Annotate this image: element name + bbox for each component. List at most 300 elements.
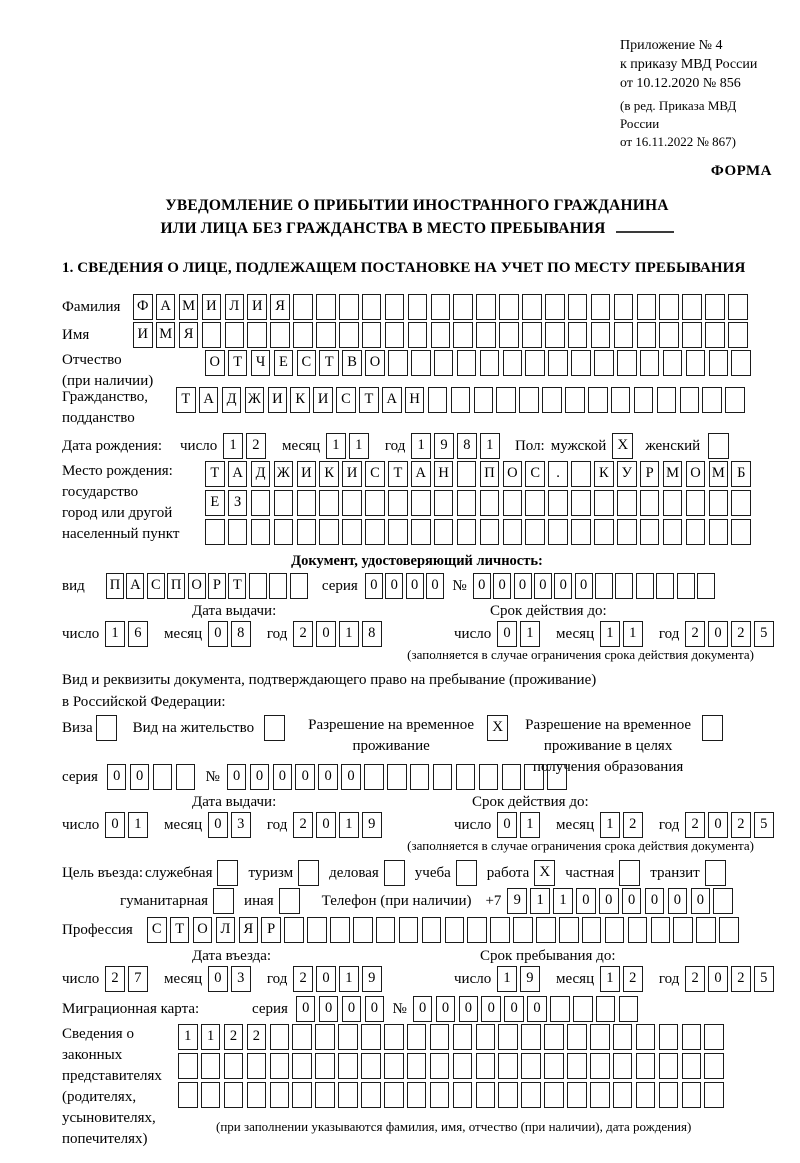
phone-prefix: +7 (485, 893, 502, 909)
char-cell: Т (205, 461, 225, 487)
char-cell (428, 387, 448, 413)
option-label: частная (565, 865, 615, 881)
char-cell (316, 294, 336, 320)
char-cell (330, 917, 350, 943)
char-cell (571, 519, 591, 545)
sex-male-label: мужской (550, 438, 607, 454)
char-cell: 0 (250, 764, 270, 790)
char-cell (453, 322, 473, 348)
char-cell (316, 322, 336, 348)
birthplace-cells-row1 (205, 461, 754, 487)
char-cell (651, 917, 671, 943)
char-cell (361, 1082, 381, 1108)
char-cell: 0 (436, 996, 456, 1022)
rvp-valid-date (454, 812, 777, 838)
char-cell: 0 (481, 996, 501, 1022)
sex-female-label: женский (645, 438, 701, 454)
surname-label: Фамилия (62, 299, 121, 315)
date-cell: 9 (434, 433, 454, 459)
date-cell: 2 (731, 621, 751, 647)
char-cell (153, 764, 173, 790)
char-cell (545, 294, 565, 320)
char-cell: Т (388, 461, 408, 487)
citizenship-label-line1: Гражданство, (62, 389, 149, 405)
char-cell: 0 (413, 996, 433, 1022)
char-cell (247, 1082, 267, 1108)
char-cell (315, 1053, 335, 1079)
char-cell (176, 764, 196, 790)
citizenship-label (62, 387, 176, 429)
date-cell: 0 (208, 812, 228, 838)
char-cell (559, 917, 579, 943)
char-cell (657, 387, 677, 413)
rvp-validity-note: (заполняется в случае ограничения срока действия документа) (407, 838, 754, 853)
char-cell: С (336, 387, 356, 413)
char-cell (614, 322, 634, 348)
char-cell (591, 294, 611, 320)
char-cell: А (156, 294, 176, 320)
date-cell: 1 (480, 433, 500, 459)
char-cell (284, 917, 304, 943)
char-cell (709, 519, 729, 545)
birthplace-labels (62, 461, 205, 545)
char-cell (410, 764, 430, 790)
day-label: число (62, 626, 100, 642)
char-cell: К (319, 461, 339, 487)
identity-doc-date-headings (62, 602, 772, 621)
stay-until-heading: Срок пребывания до: (480, 948, 616, 964)
char-cell (503, 519, 523, 545)
char-cell (686, 350, 706, 376)
char-cell: Т (176, 387, 196, 413)
char-cell (457, 350, 477, 376)
char-cell (542, 387, 562, 413)
residence-doc-line2: в Российской Федерации: (62, 694, 226, 710)
date-cell: 1 (520, 812, 540, 838)
month-label: месяц (164, 971, 203, 987)
date-cell: 1 (600, 966, 620, 992)
validity-note: (заполняется в случае ограничения срока действия документа) (407, 647, 754, 662)
char-cell: Т (319, 350, 339, 376)
date-cell: 9 (362, 966, 382, 992)
patronymic-cells (205, 350, 754, 376)
char-cell: 0 (534, 573, 552, 599)
residence-permit-checkbox (264, 715, 285, 741)
year-label: год (266, 971, 288, 987)
char-cell (430, 1053, 450, 1079)
char-cell (640, 490, 660, 516)
char-cell (548, 350, 568, 376)
char-cell (686, 490, 706, 516)
char-cell (673, 917, 693, 943)
char-cell (387, 764, 407, 790)
char-cell: Р (261, 917, 281, 943)
date-cell: 2 (293, 966, 313, 992)
char-cell (249, 573, 267, 599)
char-cell (292, 1082, 312, 1108)
temp-residence-edu-line1: Разрешение на временное (525, 717, 692, 733)
char-cell (605, 917, 625, 943)
char-cell (490, 917, 510, 943)
char-cell (270, 322, 290, 348)
char-cell (480, 490, 500, 516)
char-cell (617, 490, 637, 516)
title-blank-underline (616, 217, 674, 233)
char-cell: Е (274, 350, 294, 376)
char-cell (728, 294, 748, 320)
day-label: число (454, 971, 492, 987)
revision-line: от 16.11.2022 № 867) (620, 134, 737, 149)
birthplace-cells-row2 (205, 490, 754, 516)
day-label: число (180, 438, 218, 454)
option-checkbox (705, 860, 726, 886)
char-cell (611, 387, 631, 413)
char-cell (628, 917, 648, 943)
char-cell (613, 1024, 633, 1050)
char-cell (590, 1024, 610, 1050)
char-cell: 2 (224, 1024, 244, 1050)
char-cell (548, 519, 568, 545)
char-cell: П (106, 573, 124, 599)
char-cell (696, 917, 716, 943)
char-cell (617, 519, 637, 545)
date-cell: 9 (520, 966, 540, 992)
char-cell (659, 294, 679, 320)
char-cell (522, 294, 542, 320)
char-cell (682, 1024, 702, 1050)
char-cell (498, 1053, 518, 1079)
char-cell: Л (225, 294, 245, 320)
date-cell: 7 (128, 966, 148, 992)
representatives-label: законных (62, 1047, 123, 1063)
char-cell (338, 1053, 358, 1079)
char-cell (453, 1024, 473, 1050)
char-cell (525, 519, 545, 545)
char-cell (388, 350, 408, 376)
representatives-cells-row3 (178, 1082, 727, 1108)
temp-residence-line1: Разрешение на временное (308, 717, 475, 733)
char-cell: А (411, 461, 431, 487)
char-cell (588, 387, 608, 413)
char-cell: А (126, 573, 144, 599)
char-cell (503, 350, 523, 376)
char-cell: 0 (365, 573, 383, 599)
char-cell: 0 (599, 888, 619, 914)
date-cell: 6 (128, 621, 148, 647)
char-cell: 0 (576, 888, 596, 914)
char-cell: 0 (406, 573, 424, 599)
date-cell: 1 (326, 433, 346, 459)
option-label: туризм (248, 865, 294, 881)
char-cell: Ф (133, 294, 153, 320)
day-label: число (62, 971, 100, 987)
char-cell: Р (208, 573, 226, 599)
option-checkbox (279, 888, 300, 914)
identity-doc-dates-row (62, 621, 772, 647)
option-checkbox (384, 860, 405, 886)
date-cell: 0 (105, 812, 125, 838)
char-cell: Р (640, 461, 660, 487)
form-title-line2 (62, 217, 772, 240)
char-cell: Н (405, 387, 425, 413)
purpose-row2 (120, 888, 772, 914)
rvp-seriya-cells (107, 764, 199, 790)
phone-label: Телефон (при наличии) (321, 893, 472, 909)
representatives-cells-row2 (178, 1053, 727, 1079)
char-cell (365, 519, 385, 545)
char-cell (293, 294, 313, 320)
date-cell: 3 (231, 966, 251, 992)
birthdate-group (180, 433, 503, 459)
rvp-number-sign: № (205, 769, 220, 785)
patronymic-label-line2: (при наличии) (62, 373, 154, 389)
char-cell (178, 1053, 198, 1079)
char-cell (269, 573, 287, 599)
char-cell (594, 519, 614, 545)
date-cell: 1 (520, 621, 540, 647)
char-cell (451, 387, 471, 413)
month-label: месяц (556, 817, 595, 833)
patronymic-label (62, 350, 205, 392)
char-cell (385, 322, 405, 348)
year-label: год (266, 626, 288, 642)
char-cell (178, 1082, 198, 1108)
day-label: число (454, 817, 492, 833)
char-cell: 0 (504, 996, 524, 1022)
char-cell (636, 1024, 656, 1050)
char-cell (496, 387, 516, 413)
char-cell: Я (270, 294, 290, 320)
char-cell: Я (179, 322, 199, 348)
char-cell: В (342, 350, 362, 376)
char-cell (474, 387, 494, 413)
month-label: месяц (164, 626, 203, 642)
char-cell (201, 1053, 221, 1079)
char-cell (663, 519, 683, 545)
char-cell (270, 1082, 290, 1108)
char-cell: Т (170, 917, 190, 943)
birthplace-label: населенный пункт (62, 526, 180, 542)
char-cell: 0 (341, 764, 361, 790)
doc-kind-label: вид (62, 578, 85, 594)
char-cell: 0 (295, 764, 315, 790)
char-cell: А (199, 387, 219, 413)
char-cell: Д (222, 387, 242, 413)
char-cell (640, 519, 660, 545)
char-cell: 0 (459, 996, 479, 1022)
identity-doc-heading: Документ, удостоверяющий личность: (291, 553, 543, 569)
char-cell (422, 917, 442, 943)
option-label: работа (486, 865, 530, 881)
date-cell: 1 (223, 433, 243, 459)
char-cell: И (202, 294, 222, 320)
char-cell (247, 322, 267, 348)
appendix-line: Приложение № 4 (620, 38, 723, 53)
date-cell: 1 (349, 433, 369, 459)
char-cell (202, 322, 222, 348)
month-label: месяц (556, 971, 595, 987)
date-cell: 2 (685, 812, 705, 838)
date-cell: 0 (708, 966, 728, 992)
citizenship-cells (176, 387, 748, 413)
temp-residence-edu-line2: проживание в целях (543, 738, 673, 754)
char-cell: М (179, 294, 199, 320)
char-cell (453, 1082, 473, 1108)
char-cell: . (548, 461, 568, 487)
char-cell (434, 350, 454, 376)
date-cell: 0 (316, 966, 336, 992)
profession-cells (147, 917, 742, 943)
char-cell: 0 (493, 573, 511, 599)
representatives-label: усыновителях, (62, 1110, 156, 1126)
date-cell: 0 (316, 812, 336, 838)
char-cell (680, 387, 700, 413)
rvp-issue-heading: Дата выдачи: (192, 794, 277, 810)
char-cell (338, 1082, 358, 1108)
char-cell (339, 294, 359, 320)
appendix-line: от 10.12.2020 № 856 (620, 76, 741, 91)
char-cell (573, 996, 593, 1022)
char-cell: 0 (575, 573, 593, 599)
char-cell: Н (434, 461, 454, 487)
char-cell (338, 1024, 358, 1050)
date-cell: 2 (623, 812, 643, 838)
date-cell: 1 (339, 621, 359, 647)
date-cell: 0 (316, 621, 336, 647)
option-label: деловая (329, 865, 379, 881)
char-cell (682, 1082, 702, 1108)
char-cell: 0 (645, 888, 665, 914)
char-cell: 0 (426, 573, 444, 599)
char-cell (365, 490, 385, 516)
sex-female-checkbox (708, 433, 729, 459)
char-cell: 0 (130, 764, 150, 790)
char-cell (663, 350, 683, 376)
date-cell: 9 (362, 812, 382, 838)
section1-heading: 1. СВЕДЕНИЯ О ЛИЦЕ, ПОДЛЕЖАЩЕМ ПОСТАНОВКЕ НА УЧЕТ ПО МЕСТУ ПРЕБЫВАНИЯ (62, 260, 746, 276)
date-cell: 2 (246, 433, 266, 459)
option-checkbox: X (534, 860, 555, 886)
char-cell (362, 294, 382, 320)
date-cell: 1 (128, 812, 148, 838)
date-cell: 1 (105, 621, 125, 647)
char-cell (274, 490, 294, 516)
char-cell (270, 1024, 290, 1050)
date-cell: 8 (231, 621, 251, 647)
temp-residence-edu-line3: получения образования (532, 759, 684, 775)
char-cell (247, 1053, 267, 1079)
doc-valid-date (454, 621, 777, 647)
char-cell (545, 322, 565, 348)
char-cell (513, 917, 533, 943)
char-cell: Ж (245, 387, 265, 413)
char-cell: 1 (553, 888, 573, 914)
representatives-label: представителях (62, 1068, 162, 1084)
representatives-caption: (при заполнении указываются фамилия, имя, отчество (при наличии), дата рождения) (216, 1119, 692, 1134)
char-cell: Л (216, 917, 236, 943)
char-cell: 0 (473, 573, 491, 599)
char-cell: П (167, 573, 185, 599)
date-cell: 2 (293, 812, 313, 838)
char-cell (596, 996, 616, 1022)
char-cell (659, 322, 679, 348)
char-cell (702, 387, 722, 413)
char-cell (315, 1082, 335, 1108)
mc-seriya-label: серия (252, 1001, 288, 1017)
char-cell (567, 1053, 587, 1079)
char-cell: У (617, 461, 637, 487)
char-cell (613, 1053, 633, 1079)
char-cell: И (342, 461, 362, 487)
representatives-row (62, 1024, 772, 1150)
char-cell (339, 322, 359, 348)
char-cell (594, 490, 614, 516)
char-cell: Т (359, 387, 379, 413)
date-cell: 2 (731, 966, 751, 992)
date-cell: 2 (293, 621, 313, 647)
doc-kind-cells (106, 573, 310, 599)
char-cell (224, 1053, 244, 1079)
char-cell (709, 490, 729, 516)
date-cell: 2 (685, 966, 705, 992)
doc-seriya-label: серия (321, 578, 358, 594)
temp-residence-edu-checkbox (702, 715, 723, 741)
char-cell (433, 764, 453, 790)
char-cell (457, 490, 477, 516)
entry-date-heading: Дата въезда: (192, 948, 272, 964)
char-cell: К (594, 461, 614, 487)
char-cell (251, 490, 271, 516)
date-cell: 1 (600, 621, 620, 647)
char-cell (682, 322, 702, 348)
char-cell (480, 519, 500, 545)
char-cell (705, 322, 725, 348)
rvp-issue-date (62, 812, 454, 838)
char-cell (364, 764, 384, 790)
char-cell (544, 1082, 564, 1108)
char-cell (434, 490, 454, 516)
char-cell (274, 519, 294, 545)
char-cell: 1 (178, 1024, 198, 1050)
year-label: год (266, 817, 288, 833)
date-cell: 2 (105, 966, 125, 992)
visa-label: Виза (62, 720, 93, 736)
firstname-cells (133, 322, 751, 348)
char-cell (307, 917, 327, 943)
revision-line: (в ред. Приказа МВД России (620, 98, 737, 131)
doc-number-sign: № (452, 578, 467, 594)
char-cell (568, 294, 588, 320)
appendix-block (620, 36, 772, 151)
option-label: учеба (414, 865, 451, 881)
doc-seriya-cells (365, 573, 447, 599)
char-cell (251, 519, 271, 545)
char-cell (591, 322, 611, 348)
char-cell (480, 350, 500, 376)
char-cell: С (147, 917, 167, 943)
date-cell: 2 (685, 621, 705, 647)
surname-cells (133, 294, 751, 320)
rvp-dates-row (62, 812, 772, 838)
patronymic-row (62, 350, 772, 392)
char-cell (519, 387, 539, 413)
date-cell: 0 (497, 621, 517, 647)
char-cell (431, 322, 451, 348)
char-cell (225, 322, 245, 348)
purpose-options-row1 (145, 860, 726, 886)
month-label: месяц (556, 626, 595, 642)
char-cell (411, 490, 431, 516)
